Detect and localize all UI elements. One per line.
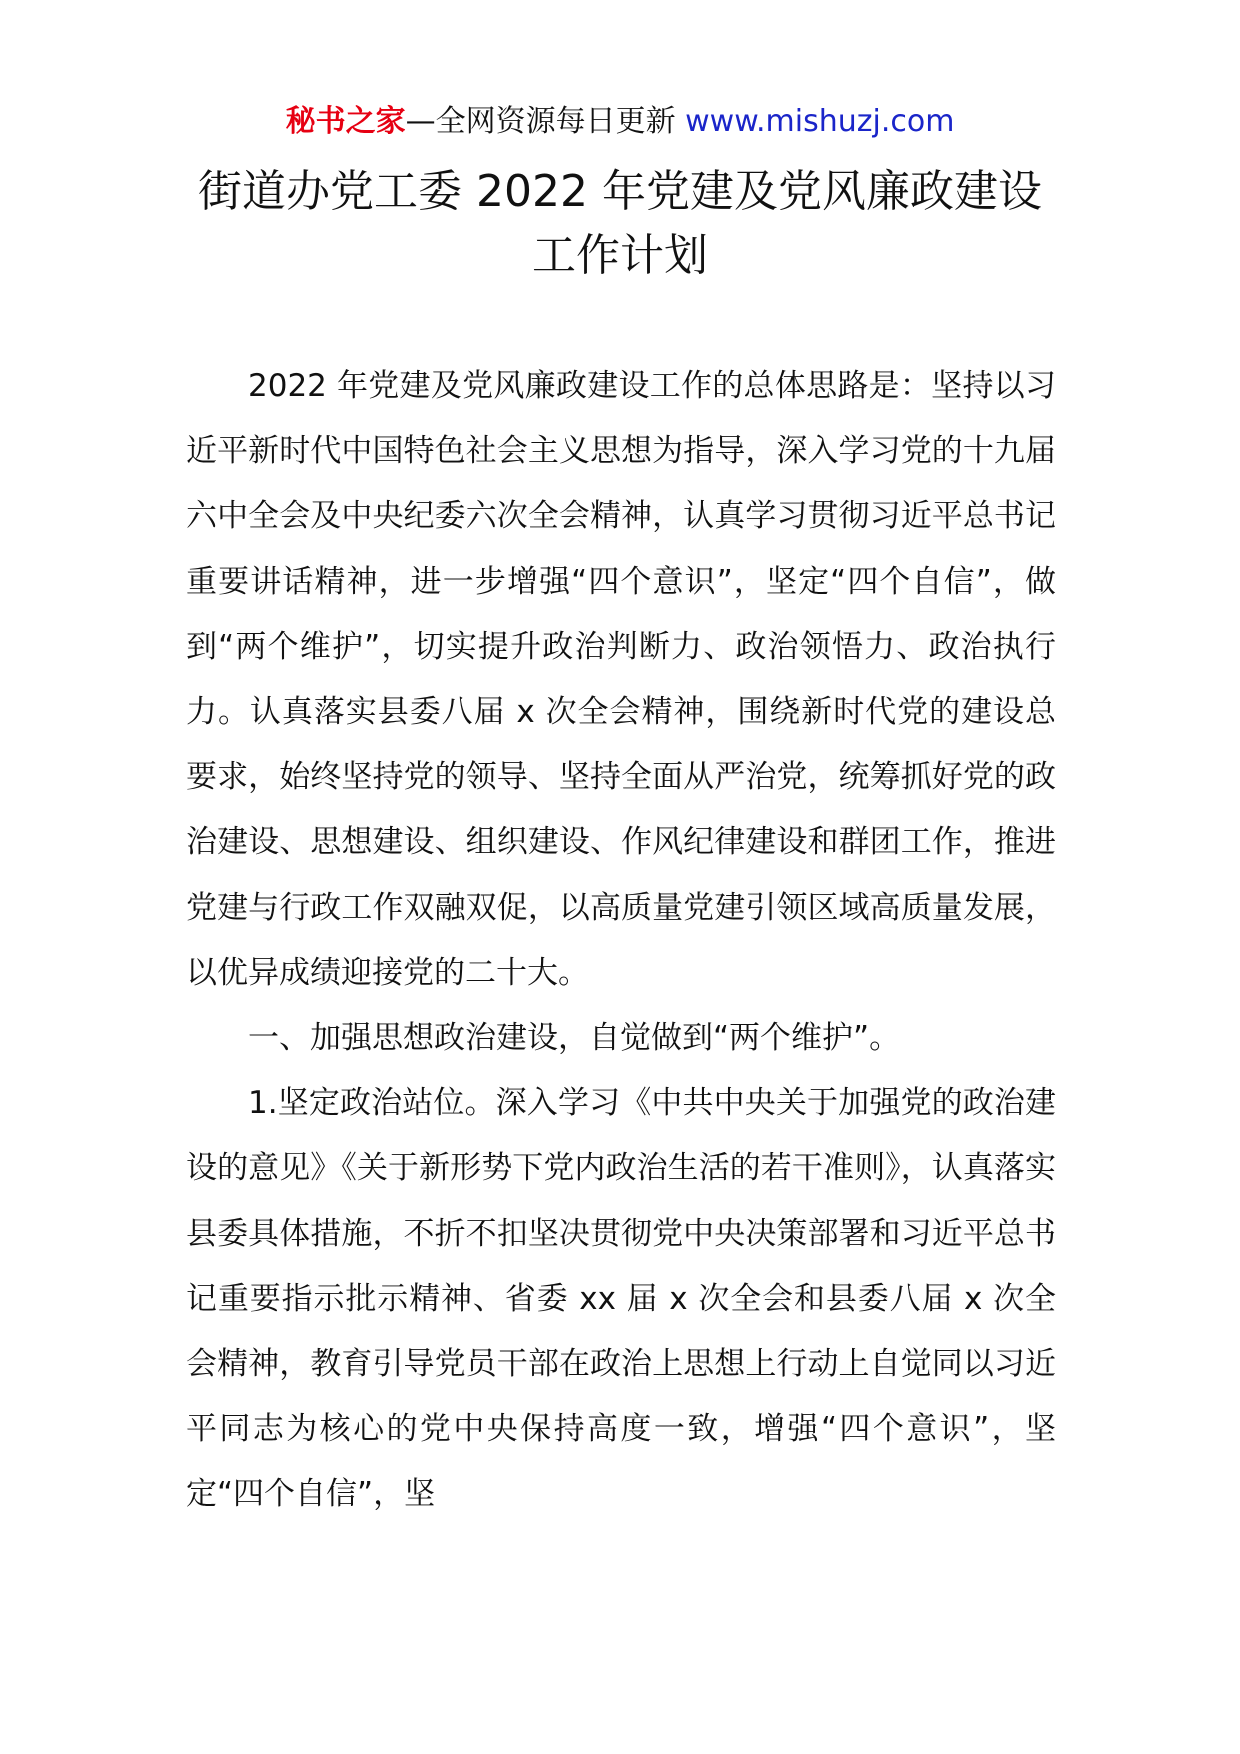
- document-body: [186, 354, 1056, 1528]
- site-header: [0, 100, 1240, 144]
- intro-paragraph: 2022 年党建及党风廉政建设工作的总体思路是：坚持以习近平新时代中国特色社会主义思想为指导，深入学习党的十九届六中全会及中央纪委六次全会精神，认真学习贯彻习近平总书记重要讲话精神，进一步增强“四个意识”，坚定“四个自信”，做到“两个维护”，切实提升政治判断力、政治领悟力、政治执行力。认真落实县委八届 x 次全会精神，围绕新时代党的建设总要求，始终坚持党的领导、坚持全面从严治党，统筹抓好党的政治建设、思想建设、组织建设、作风纪律建设和群团工作，推进党建与行政工作双融双促，以高质量党建引领区域高质量发展，以优异成绩迎接党的二十大。: [186, 368, 1056, 991]
- title-line-1: 街道办党工委 2022 年党建及党风廉政建设: [198, 166, 1042, 217]
- site-tagline: —全网资源每日更新: [405, 104, 676, 139]
- document-title: [150, 160, 1090, 288]
- site-url-link[interactable]: www.mishuzj.com: [685, 104, 955, 139]
- section-heading: 一、加强思想政治建设，自觉做到“两个维护”。: [248, 1020, 901, 1057]
- site-brand: 秘书之家: [285, 104, 406, 139]
- section-paragraph: 1.坚定政治站位。深入学习《中共中央关于加强党的政治建设的意见》《关于新形势下党内政治生活的若干准则》，认真落实县委具体措施，不折不扣坚决贯彻党中央决策部署和习近平总书记重要指示批示精神、省委 xx 届 x 次全会和县委八届 x 次全会精神，教育引导党员干部在政治上思想上行动上自觉同以习近平同志为核心的党中央保持高度一致，增强“四个意识”，坚定“四个自信”，坚: [186, 1085, 1056, 1513]
- title-line-2: 工作计划: [532, 230, 708, 281]
